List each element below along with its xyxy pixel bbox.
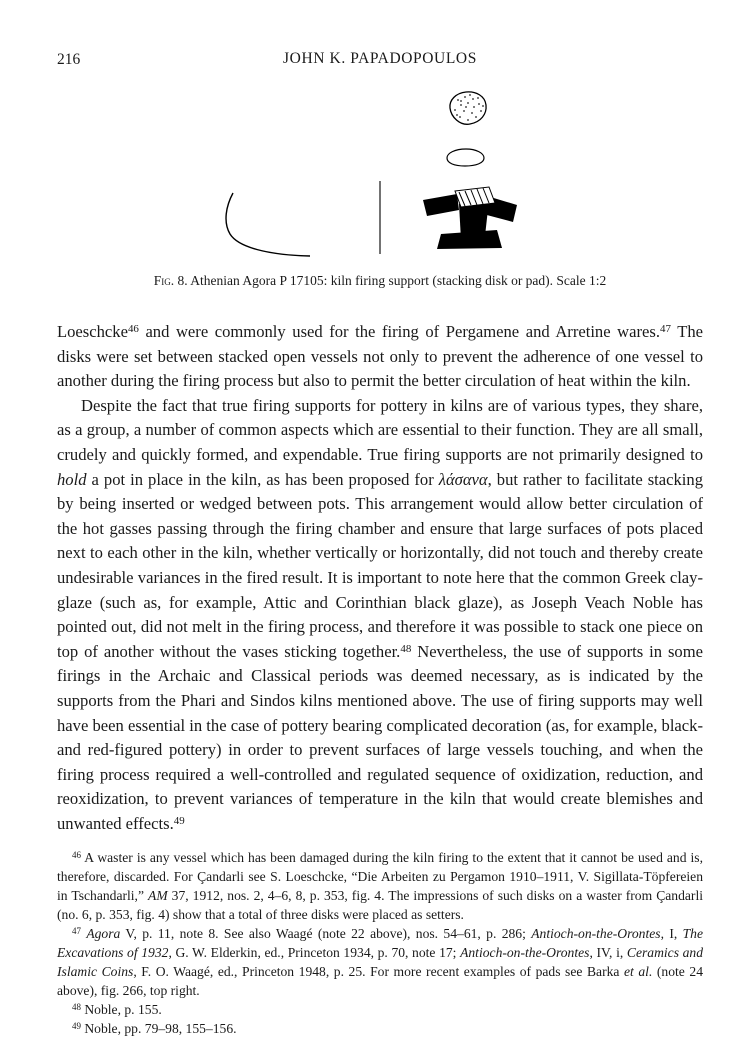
- stacking-disk-side-view: [447, 149, 484, 166]
- paragraph-1: Loeschcke$^{46}$ and were commonly used for the firing of Pergamene and Arretine wares.$^{47}$ The disks were set between stacked open vessels not only to prevent the adherence of one vessel to another during the firing process but also to permit the better circulation of heat within the kiln.: [57, 322, 703, 391]
- footnote-46: $^{46}$ A waster is any vessel which has been damaged during the kiln firing to the extent that it cannot be used and is, therefore, discarded. For Çandarli see S. Loeschcke, “Die Arbeiten zu Pergamon 1910–1911, V. Sigillata-Töpfereien in Tschandarli,” AM 37, 1912, nos. 2, 4–6, 8, p. 353, fig. 4. The impressions of such disks on a waster from Çandarli (no. 6, p. 353, fig. 4) show that a total of three disks were placed as setters.: [57, 850, 703, 923]
- footnote-47: $^{47}$ Agora V, p. 11, note 8. See also Waagé (note 22 above), nos. 54–61, p. 286; Antioch-on-the-Orontes, I, The Excavations of 1932, G. W. Elderkin, ed., Princeton 1934, p. 70, note 17; Antioch-on-the-Orontes, IV, i, Ceramics and Islamic Coins, F. O. Waagé, ed., Princeton 1948, p. 25. For more recent examples of pads see Barka et al. (note 24 above), fig. 266, top right.: [57, 926, 704, 999]
- support-disk-hatched-section: [455, 187, 495, 207]
- figure-caption: Fig. 8. Athenian Agora P 17105: kiln firing support (stacking disk or pad). Scale 1:2: [153, 273, 607, 288]
- body-text: [57, 320, 703, 836]
- page-number: 216: [57, 51, 81, 68]
- figure-8: [57, 84, 703, 290]
- paragraph-2: Despite the fact that true firing supports for pottery in kilns are of various types, they share, as a group, a number of common aspects which are essential to their function. They are all small, crudely and quickly formed, and expendable. True firing supports are not primarily designed to hold a pot in place in the kiln, as has been proposed for λάσανα, but rather to facilitate stacking by being inserted or wedged between pots. This arrangement would allow better circulation of the hot gasses passing through the firing chamber and ensure that large surfaces of pots placed next to each other in the kiln, whether vertically or horizontally, did not touch and thereby create undesirable variances in the fired result. It is important to note here that the common Greek clay-glaze (such as, for example, Attic and Corinthian black glaze), as Joseph Veach Noble has pointed out, did not melt in the firing process, and therefore it was possible to stack one piece on top of another without the vases sticking together.$^{48}$ Nevertheless, the use of supports in some firings in the Archaic and Classical periods was deemed necessary, as is indicated by the supports from the Phari and Sindos kilns mentioned above. The use of firing supports may well have been essential in the case of pottery bearing complicated decoration (as, for example, black- and red-figured pottery) in order to prevent surfaces of large vessels touching, and when the firing process required a well-controlled and regulated sequence of oxidization, reduction, and reoxidization, to prevent variances of temperature in the kiln that would create blemishes and unwanted effects.$^{49}$: [57, 395, 704, 833]
- footnote-49: $^{49}$ Noble, pp. 79–98, 155–156.: [72, 1021, 237, 1037]
- page-header: [57, 50, 703, 70]
- text-column: [57, 0, 703, 1038]
- footnotes: [57, 848, 703, 1038]
- vessel-wall-profile: [226, 193, 310, 256]
- running-head: JOHN K. PAPADOPOULOS: [283, 50, 477, 67]
- footnote-48: $^{48}$ Noble, p. 155.: [72, 1002, 162, 1018]
- kiln-support-drawing: [57, 84, 703, 266]
